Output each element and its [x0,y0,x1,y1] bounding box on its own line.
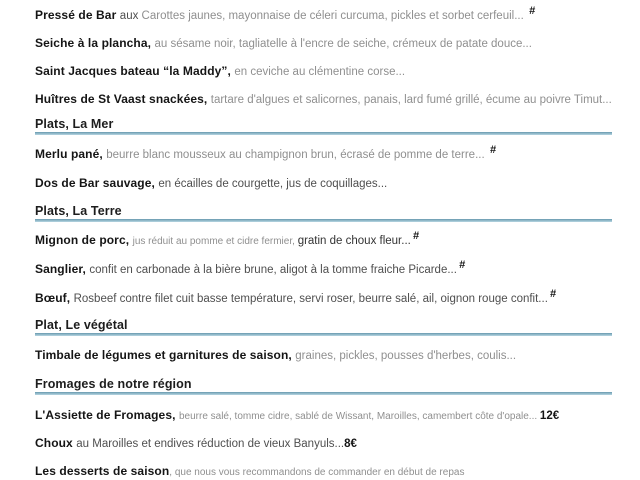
section-divider [35,392,612,395]
item-name: Timbale de légumes et garnitures de saison, [35,348,296,362]
section-header-label: Fromages de notre région [35,377,192,391]
section-divider [35,333,612,336]
item-name: Saint Jacques bateau “la Maddy”, [35,64,235,78]
menu-item [35,348,612,363]
menu-item [35,92,612,107]
item-description: au Maroilles et endives réduction de vieux Banyuls... [76,438,345,450]
item-name: Les desserts de saison [35,464,170,478]
allergen-hash-mark: # [412,230,419,242]
menu-item [35,5,612,23]
item-name: Seiche à la plancha, [35,36,155,50]
item-name: Pressé de Bar [35,8,120,22]
section-header-label: Plats, La Terre [35,204,122,218]
menu-item [35,288,612,306]
section-header-label: Plats, La Mer [35,117,114,131]
item-description: confit en carbonade à la bière brune, aligot à la tomme fraiche Picarde... [89,264,457,276]
section-header-label: Plat, Le végétal [35,318,128,332]
item-description: , que nous vous recommandons de commander en début de repas [169,467,465,478]
item-name: Dos de Bar sauvage, [35,176,159,190]
allergen-hash-mark: # [549,288,557,300]
item-description: tartare d'algues et salicornes, panais, lard fumé grillé, écume au poivre Timut... [210,94,612,106]
item-name: Choux [35,436,77,450]
section-header [35,318,612,332]
item-name: L'Assiette de Fromages, [35,408,179,422]
item-name: Bœuf, [35,291,74,305]
item-description: beurre salé, tomme cidre, sablé de Wissant, Maroilles, camembert côte d'opale... [178,411,540,422]
item-price: 8€ [344,438,357,450]
item-name: Huîtres de St Vaast snackées, [35,92,211,106]
item-name: Merlu pané, [35,147,107,161]
item-name: Sanglier, [35,262,90,276]
item-description: aux [119,10,142,22]
menu-item [35,464,612,480]
menu-item [35,176,612,191]
section-header [35,117,612,131]
section-divider [35,219,612,222]
item-description: en ceviche au clémentine corse... [234,66,406,78]
item-description: graines, pickles, pousses d'herbes, coulis... [295,350,517,362]
menu-item [35,36,612,51]
allergen-hash-mark: # [528,5,536,17]
section-header [35,377,612,391]
item-name: Mignon de porc, [35,233,133,247]
section-divider [35,132,612,135]
menu-item [35,259,612,277]
allergen-hash-mark: # [458,259,466,271]
item-price: 12€ [539,410,560,422]
item-description: Carottes jaunes, mayonnaise de céleri curcuma, pickles et sorbet cerfeuil... [141,10,527,22]
item-description: Rosbeef contre filet cuit basse température, servi roser, beurre salé, ail, oignon rouge confit... [73,293,548,305]
menu-item [35,436,612,451]
menu-item [35,230,612,249]
section-header [35,204,612,218]
menu-item [35,144,612,162]
item-description: beurre blanc mousseux au champignon brun, écrasé de pomme de terre... [106,149,488,161]
item-description: en écailles de courgette, jus de coquillages... [158,178,388,190]
item-description: gratin de choux fleur... [297,235,411,247]
item-description: jus réduit au pomme et cidre fermier, [132,236,298,247]
menu-item [35,408,612,424]
item-description: au sésame noir, tagliatelle à l'encre de seiche, crémeux de patate douce... [154,38,532,50]
menu-item [35,64,612,79]
allergen-hash-mark: # [489,144,496,156]
